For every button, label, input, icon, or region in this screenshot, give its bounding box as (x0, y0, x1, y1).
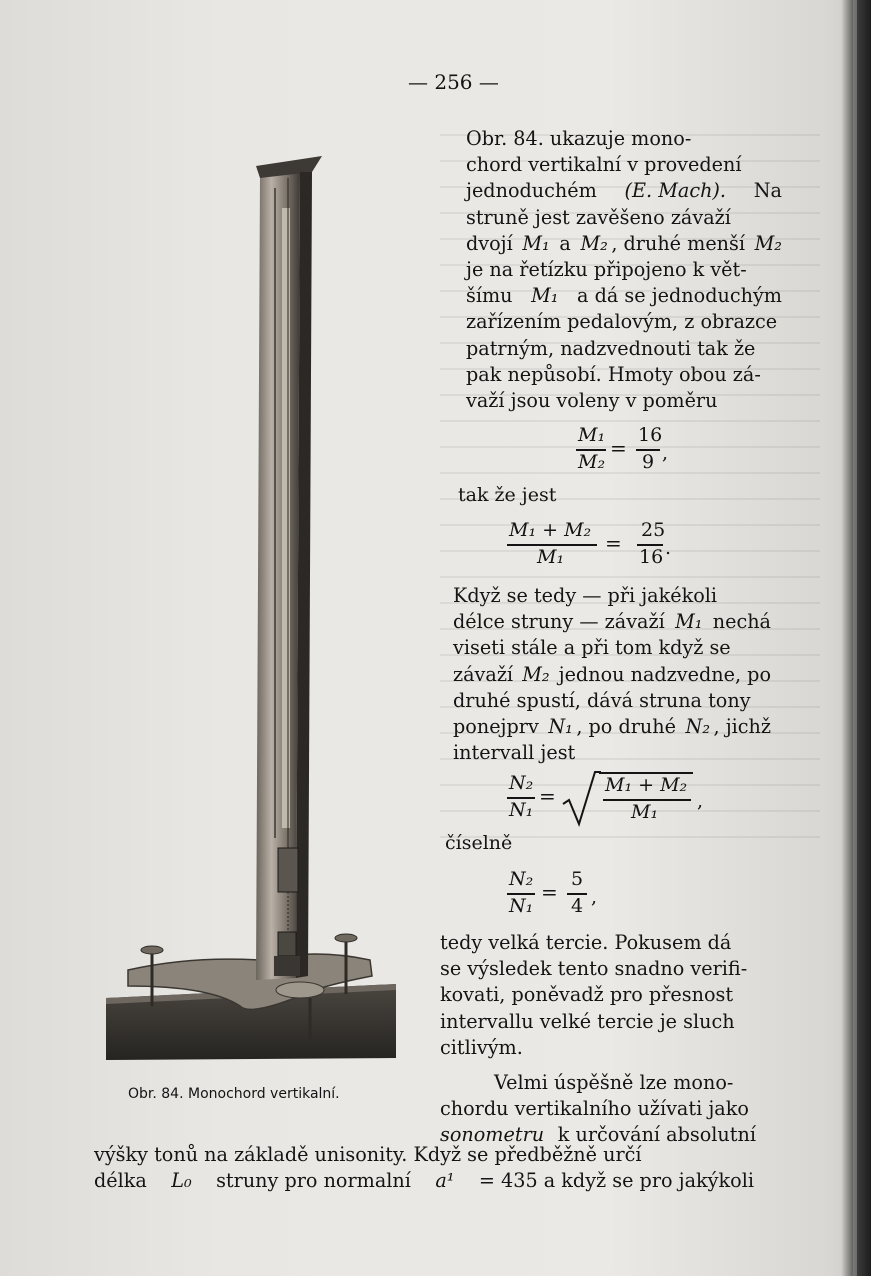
paragraph-full-width (94, 1142, 754, 1194)
paragraph-1-line: jednoduchém (E. Mach). Na (466, 179, 782, 203)
page-number: — 256 — (408, 70, 499, 94)
paragraph-1-line: chord vertikalní v provedení (466, 153, 742, 177)
paragraph-3-line: se výsledek tento snadno verifi- (440, 957, 748, 981)
paragraph-2-line: viseti stále a při tom když se (453, 636, 731, 660)
eq1-ratio-denominator: 9 (642, 451, 655, 473)
paragraph-3 (440, 930, 756, 1061)
weight-m2 (278, 932, 296, 956)
paragraph-1-line: Obr. 84. ukazuje mono- (466, 127, 692, 150)
eq4-comma: , (591, 886, 598, 908)
paragraph-1-line: šímu M₁ a dá se jednoduchým (466, 284, 782, 308)
eq4-ratio-denominator: 4 (571, 895, 584, 917)
eq2-denominator: M₁ (537, 546, 565, 568)
paragraph-4-line: sonometru k určování absolutní (440, 1123, 756, 1147)
tak-ze-jest: tak že jest (458, 484, 557, 506)
eq1-denominator: M₂ (578, 451, 606, 473)
eq4-numerator: N₂ (509, 868, 534, 890)
eq2-period: . (665, 537, 672, 559)
paragraph-3-line: kovati, poněvadž pro přesnost (440, 983, 734, 1007)
eq4-ratio-numerator: 5 (571, 868, 584, 890)
ciselne: číselně (445, 832, 513, 854)
equation-interval-root: N₂ N₁ = M₁ + M₂ M₁ , (505, 770, 725, 830)
eq1-numerator: M₁ (578, 424, 606, 446)
eq4-denominator: N₁ (509, 895, 534, 917)
paragraph-3-line: citlivým. (440, 1035, 523, 1059)
eq3-denominator: N₁ (509, 799, 534, 821)
paragraph-4-line: chordu vertikalního užívati jako (440, 1097, 749, 1121)
equation-mass-ratio: M₁ M₂ = 16 9 , (578, 424, 669, 473)
paragraph-2-line: druhé spustí, dává struna tony (453, 688, 751, 712)
paragraph-4-line: Velmi úspěšně lze mono- (494, 1071, 734, 1094)
equation-major-third: N₂ N₁ = 5 4 , (509, 868, 598, 917)
eq3-root-denominator: M₁ (631, 801, 659, 823)
weight-m1 (278, 848, 298, 892)
figure-caption: Obr. 84. Monochord vertikalní. (128, 1086, 340, 1102)
paragraph-1-line: struně jest zavěšeno závaží (466, 205, 731, 229)
full-width-line: délka L₀ struny pro normalní a¹ = 435 a když se pro jakýkoli (94, 1169, 754, 1193)
eq2-numerator: M₁ + M₂ (509, 519, 592, 541)
paragraph-2-line: ponejprv N₁ , po druhé N₂ , jichž (453, 715, 771, 739)
eq1-comma: , (662, 442, 669, 464)
paragraph-4 (440, 1070, 756, 1149)
paragraph-2-line: délce struny — závaží M₁ nechá (453, 610, 771, 634)
paragraph-3-line: intervallu velké tercie je sluch (440, 1009, 735, 1033)
eq2-ratio-denominator: 16 (639, 546, 664, 568)
spine-highlight (853, 0, 857, 1276)
eq3-root-numerator: M₁ + M₂ (605, 774, 688, 796)
full-width-line: výšky tonů na základě unisonity. Když se předběžně určí (94, 1143, 642, 1166)
paragraph-1-line: zařízením pedalovým, z obrazce (466, 310, 778, 334)
levelling-screw-right (335, 934, 357, 942)
eq3-comma: , (697, 790, 704, 812)
eq1-ratio-numerator: 16 (638, 424, 663, 446)
eq3-numerator: N₂ (509, 772, 534, 794)
paragraph-1 (466, 126, 782, 414)
paragraph-1-line: patrným, nadzvednouti tak že (466, 336, 756, 360)
paragraph-2-line: závaží M₂ jednou nadzvedne, po (453, 662, 771, 686)
paragraph-2 (453, 583, 771, 766)
square-root-sign (561, 770, 601, 828)
paragraph-1-line: dvojí M₁ a M₂ , druhé menší M₂ (466, 231, 782, 255)
equation-sum-ratio: M₁ + M₂ M₁ = 25 16 . (509, 519, 672, 568)
eq2-ratio-numerator: 25 (641, 519, 666, 541)
paragraph-2-line: Když se tedy — při jakékoli (453, 584, 718, 607)
paragraph-1-line: je na řetízku připojeno k vět- (466, 258, 747, 282)
paragraph-2-line: intervall jest (453, 741, 576, 765)
paragraph-3-line: tedy velká tercie. Pokusem dá (440, 931, 732, 954)
paragraph-1-line: pak nepůsobí. Hmoty obou zá- (466, 362, 761, 386)
levelling-screw-left (141, 946, 163, 954)
monochord-figure (100, 148, 405, 1068)
scale-strip (282, 208, 290, 828)
paragraph-1-line: važí jsou voleny v poměru (466, 389, 718, 413)
